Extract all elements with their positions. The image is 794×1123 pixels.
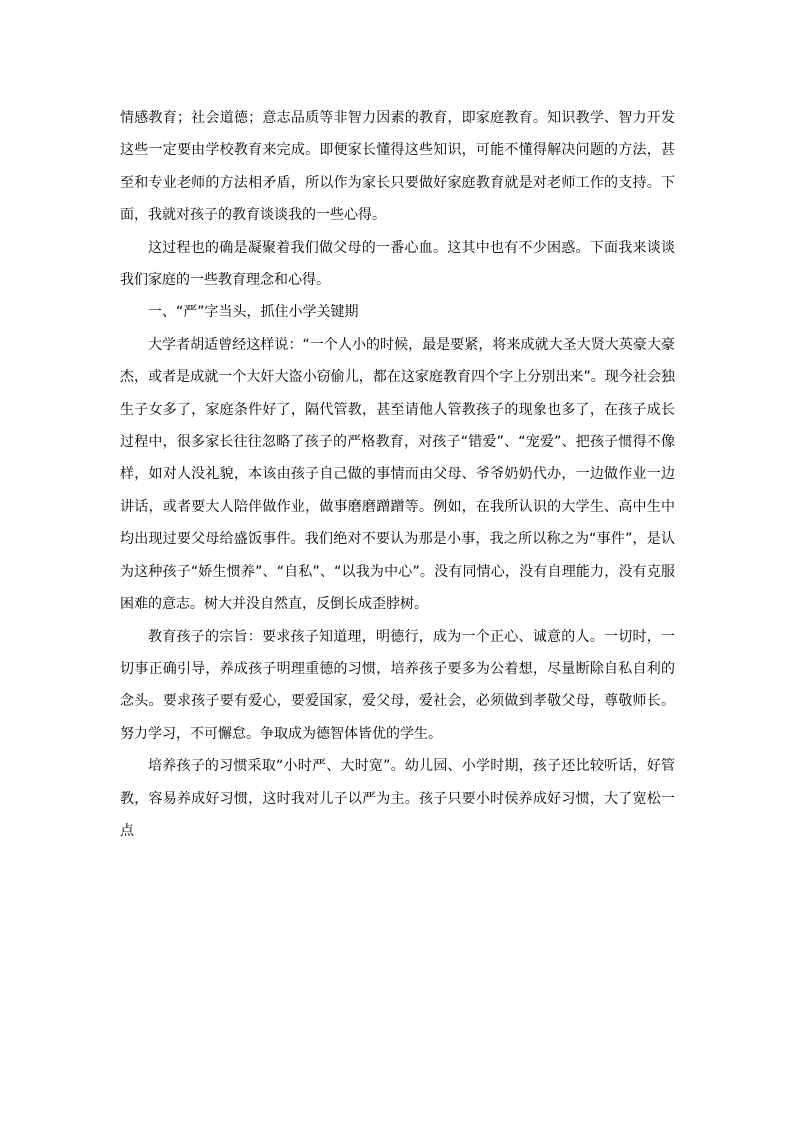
paragraph-process: 这过程也的确是凝聚着我们做父母的一番心血。这其中也有不少困惑。下面我来谈谈我们家庭的一些教育理念和心得。 — [120, 239, 675, 289]
document-body — [120, 102, 675, 847]
paragraph-intro-continued: 情感教育；社会道德；意志品质等非智力因素的教育，即家庭教育。知识教学、智力开发这些一定要由学校教育来完成。即便家长懂得这些知识，可能不懂得解决问题的方法，甚至和专业老师的方法相矛盾，所以作为家长只要做好家庭教育就是对老师工作的支持。下面，我就对孩子的教育谈谈我的一些心得。 — [120, 110, 675, 224]
section-heading-strictness: 一、“严”字当头，抓住小学关键期 — [148, 304, 359, 321]
paragraph-education-purpose: 教育孩子的宗旨：要求孩子知道理，明德行，成为一个正心、诚意的人。一切时，一切事正确引导，养成孩子明理重德的习惯，培养孩子要多为公着想，尽量断除自私自利的念头。要求孩子要有爱心，要爱国家，爱父母，爱社会，必须做到孝敬父母，尊敬师长。努力学习，不可懈怠。争取成为德智体皆优的学生。 — [120, 628, 675, 742]
paragraph-hu-shi-quote: 大学者胡适曾经这样说：“一个人小的时候，最是要紧，将来成就大圣大贤大英豪大豪杰，或者是成就一个大奸大盗小窃偷儿，都在这家庭教育四个字上分别出来”。现今社会独生子女多了，家庭条件好了，隔代管教，甚至请他人管教孩子的现象也多了，在孩子成长过程中，很多家长往往忽略了孩子的严格教育，对孩子“错爱”、“宠爱”、把孩子惯得不像样，如对人没礼貌，本该由孩子自己做的事情而由父母、爷爷奶奶代办，一边做作业一边讲话，或者要大人陪伴做作业，做事磨磨蹭蹭等。例如，在我所认识的大学生、高中生中均出现过要父母给盛饭事件。我们绝对不要认为那是小事，我之所以称之为“事件”，是认为这种孩子“娇生惯养”、“自私”、“以我为中心”。没有同情心，没有自理能力，没有克服困难的意志。树大并没自然直，反倒长成歪脖树。 — [120, 336, 675, 613]
paragraph-habits: 培养孩子的习惯采取“小时严、大时宽”。幼儿园、小学时期，孩子还比较听话，好管教，容易养成好习惯，这时我对儿子以严为主。孩子只要小时侯养成好习惯，大了宽松一点 — [120, 758, 675, 839]
